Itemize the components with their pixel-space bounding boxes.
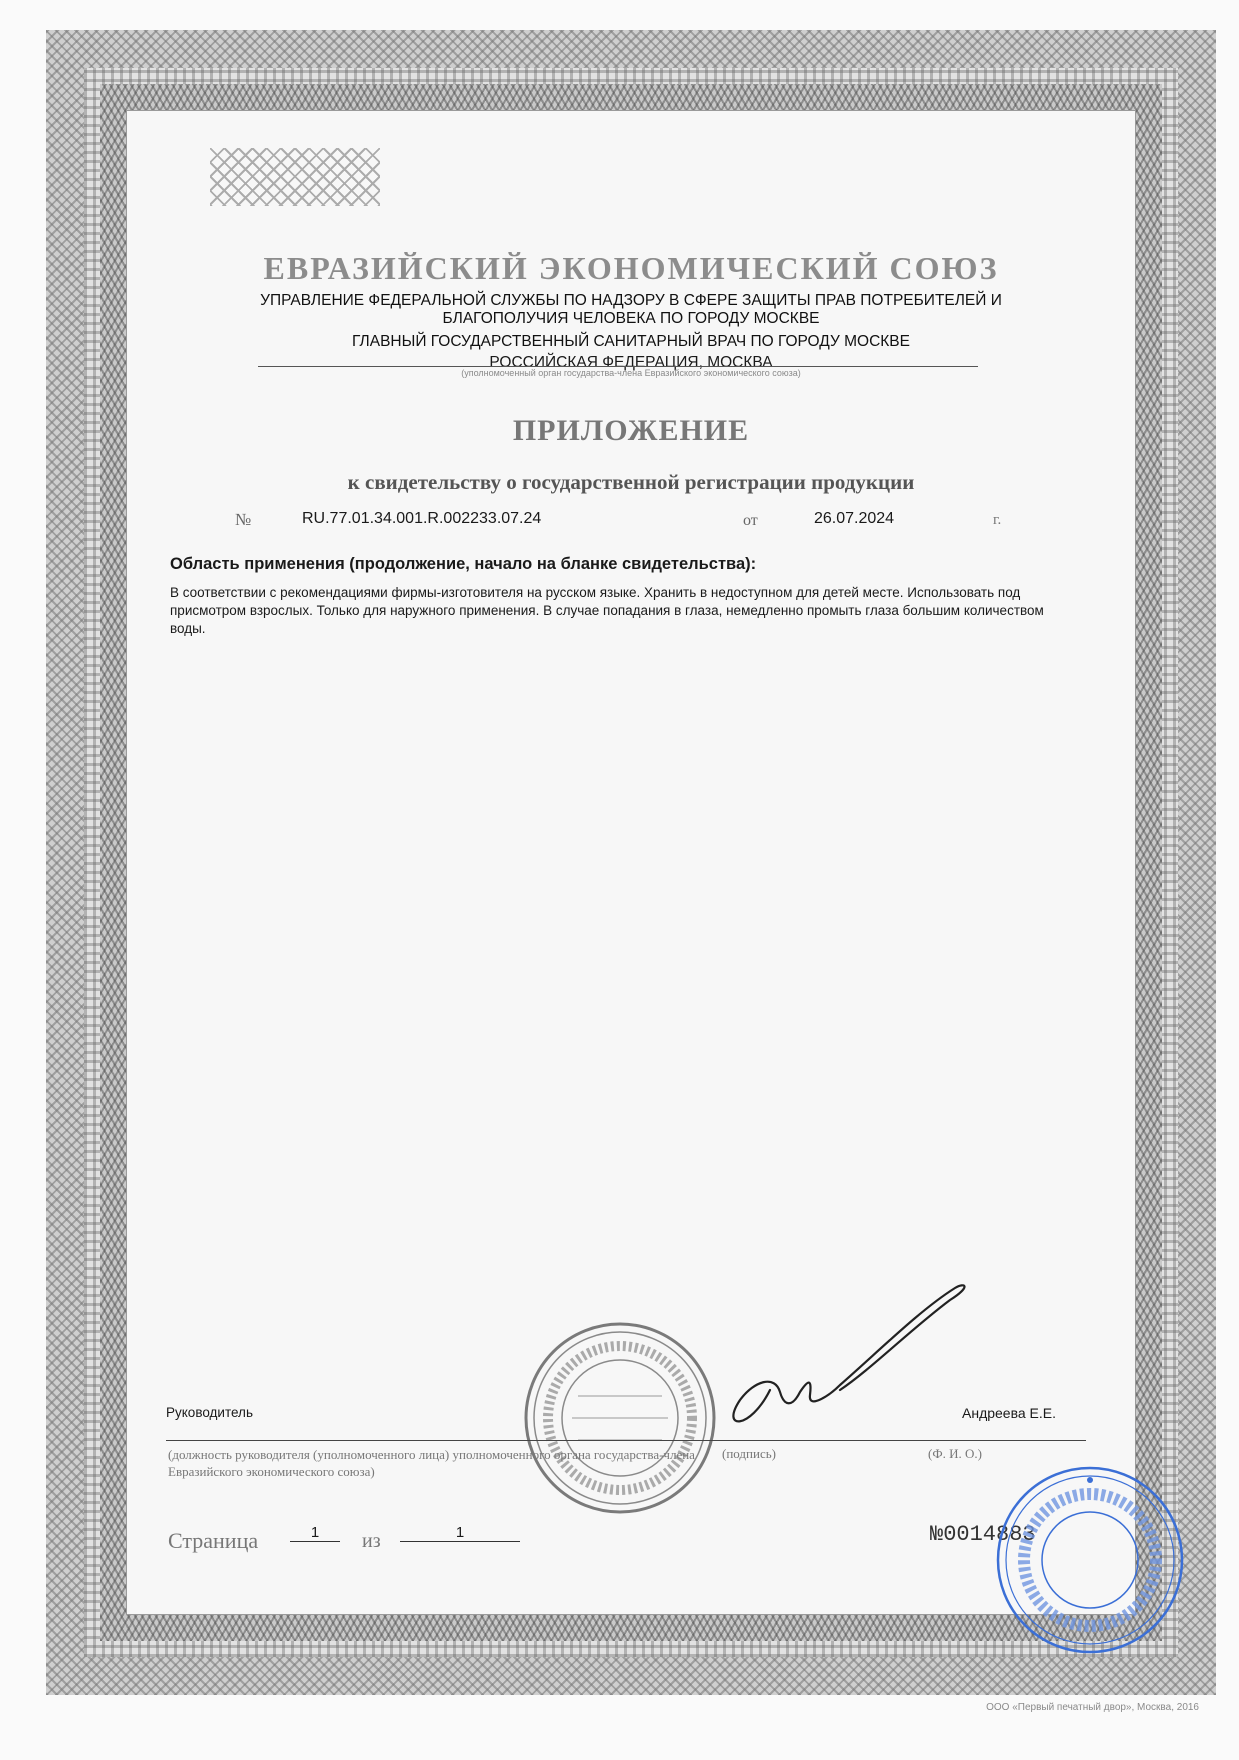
- printer-footer: ООО «Первый печатный двор», Москва, 2016: [986, 1702, 1199, 1713]
- handwritten-signature: [680, 1280, 980, 1440]
- date-label: от: [743, 512, 758, 529]
- registration-number: RU.77.01.34.001.R.002233.07.24: [302, 510, 542, 527]
- position-caption: (должность руководителя (уполномоченного лица) уполномоченного органа государства-члена Евразийского экономического союза): [168, 1447, 695, 1479]
- year-suffix: г.: [993, 512, 1002, 528]
- authority-line-2: БЛАГОПОЛУЧИЯ ЧЕЛОВЕКА ПО ГОРОДУ МОСКВЕ: [442, 310, 820, 327]
- scope-text: В соответствии с рекомендациями фирмы-изготовителя на русском языке. Хранить в недоступном для детей месте. Использовать под присмотром взрослых. Только для наружного применения. В случае попадания в глаза, немедленно промыть глаза большим количеством воды.: [170, 585, 1044, 636]
- of-label: из: [362, 1530, 381, 1552]
- scope-heading: Область применения (продолжение, начало на бланке свидетельства):: [170, 555, 757, 573]
- page-number: 1: [290, 1524, 340, 1542]
- annex-subtitle: к свидетельству о государственной регистрации продукции: [347, 470, 915, 494]
- head-label: Руководитель: [166, 1405, 253, 1420]
- signature-caption: (подпись): [722, 1446, 776, 1461]
- number-label: №: [235, 510, 252, 529]
- fio-caption: (Ф. И. О.): [928, 1446, 982, 1461]
- country-underline: [258, 366, 978, 367]
- head-name: Андреева Е.Е.: [962, 1405, 1057, 1421]
- authority-line-3: ГЛАВНЫЙ ГОСУДАРСТВЕННЫЙ САНИТАРНЫЙ ВРАЧ ПО ГОРОДУ МОСКВЕ: [352, 333, 910, 350]
- country-caption: (уполномоченный орган государства-члена Евразийского экономического союза): [461, 368, 801, 378]
- form-number: №0014883: [930, 1522, 1036, 1547]
- page-label: Страница: [168, 1528, 259, 1553]
- page-total: 1: [400, 1524, 520, 1542]
- union-title: ЕВРАЗИЙСКИЙ ЭКОНОМИЧЕСКИЙ СОЮЗ: [263, 250, 999, 286]
- blue-company-stamp: [990, 1460, 1190, 1660]
- signature-underline: [166, 1440, 1086, 1441]
- security-mesh-pattern: [210, 148, 380, 206]
- authority-line-1: УПРАВЛЕНИЕ ФЕДЕРАЛЬНОЙ СЛУЖБЫ ПО НАДЗОРУ В СФЕРЕ ЗАЩИТЫ ПРАВ ПОТРЕБИТЕЛЕЙ И: [260, 292, 1002, 309]
- registration-date: 26.07.2024: [814, 510, 895, 527]
- country-city: РОССИЙСКАЯ ФЕДЕРАЦИЯ, МОСКВА: [489, 354, 773, 371]
- annex-title: ПРИЛОЖЕНИЕ: [512, 414, 750, 447]
